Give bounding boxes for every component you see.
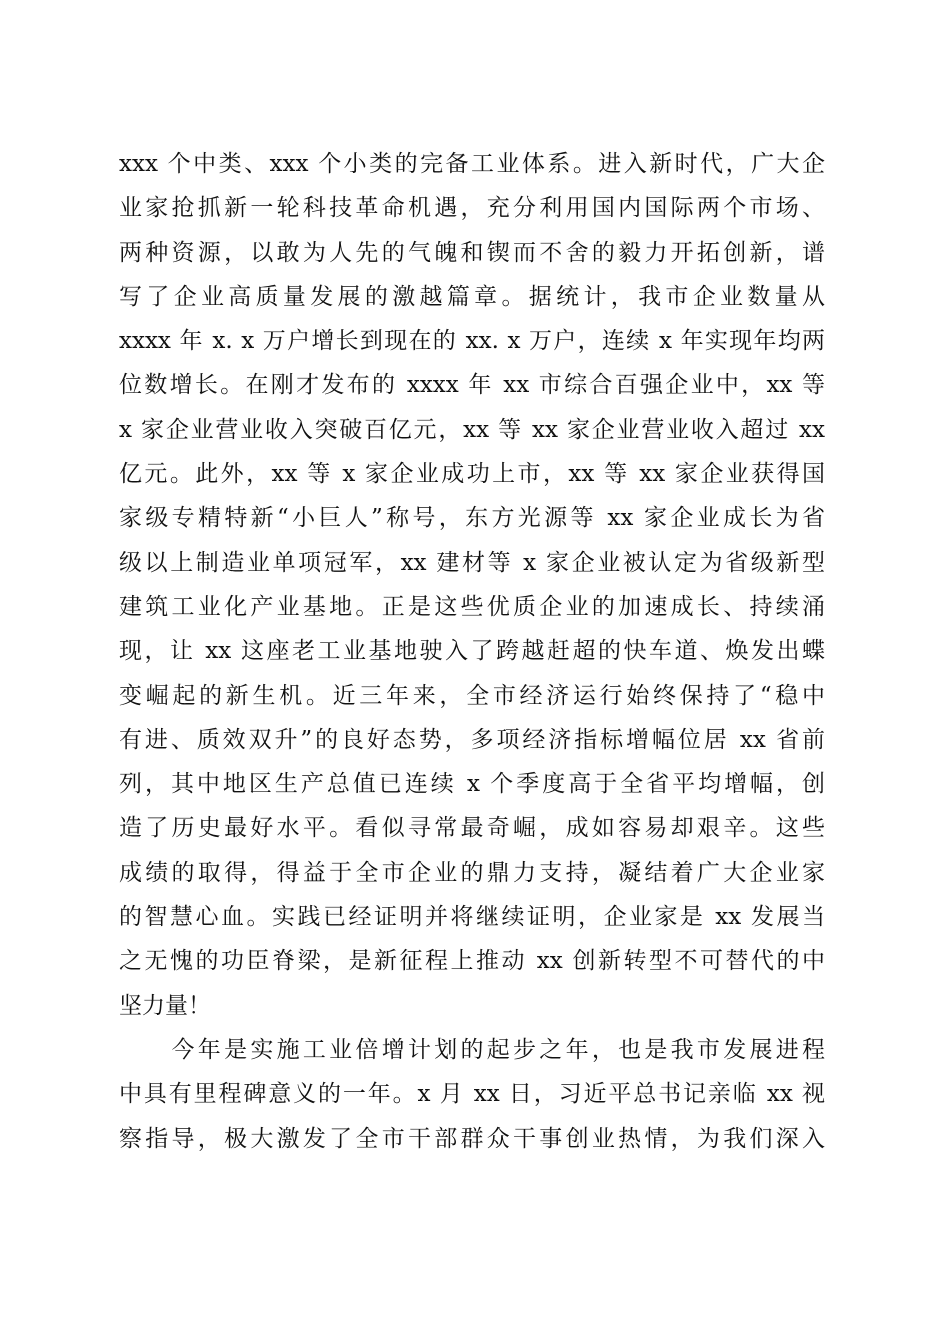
text-line: 察指导，极大激发了全市干部群众干事创业热情，为我们深入 [119, 1125, 825, 1152]
text-line: x 家企业营业收入突破百亿元，xx 等 xx 家企业营业收入超过 xx [119, 416, 825, 443]
text-line: 亿元。此外，xx 等 x 家企业成功上市，xx 等 xx 家企业获得国 [119, 461, 825, 488]
text-line: 两种资源，以敢为人先的气魄和锲而不舍的毅力开拓创新，谱 [119, 239, 825, 266]
text-line: 造了历史最好水平。看似寻常最奇崛，成如容易却艰辛。这些 [119, 815, 825, 842]
text-line: 级以上制造业单项冠军，xx 建材等 x 家企业被认定为省级新型 [119, 549, 825, 576]
text-line: xxx 个中类、xxx 个小类的完备工业体系。进入新时代，广大企 [119, 151, 825, 177]
text-line: 成绩的取得，得益于全市企业的鼎力支持，凝结着广大企业家 [119, 859, 825, 886]
body-text [119, 142, 825, 1161]
text-line: 列，其中地区生产总值已连续 x 个季度高于全省平均增幅，创 [119, 771, 825, 798]
text-line: xxxx 年 x. x 万户增长到现在的 xx. x 万户，连续 x 年实现年均两 [119, 328, 825, 355]
text-line: 变崛起的新生机。近三年来，全市经济运行始终保持了“稳中 [119, 682, 825, 709]
text-line: 业家抢抓新一轮科技革命机遇，充分利用国内国际两个市场、 [119, 195, 825, 222]
text-line: 今年是实施工业倍增计划的起步之年，也是我市发展进程 [119, 1036, 825, 1063]
text-line: 中具有里程碑意义的一年。x 月 xx 日，习近平总书记亲临 xx 视 [119, 1081, 825, 1108]
text-line: 家级专精特新“小巨人”称号，东方光源等 xx 家企业成长为省 [119, 505, 825, 532]
text-line: 有进、质效双升”的良好态势，多项经济指标增幅位居 xx 省前 [119, 726, 825, 753]
text-line: 之无愧的功臣脊梁，是新征程上推动 xx 创新转型不可替代的中 [119, 948, 825, 975]
text-line: 写了企业高质量发展的激越篇章。据统计，我市企业数量从 [119, 283, 825, 310]
text-line: 现，让 xx 这座老工业基地驶入了跨越赶超的快车道、焕发出蝶 [119, 638, 825, 665]
text-line: 位数增长。在刚才发布的 xxxx 年 xx 市综合百强企业中，xx 等 [119, 372, 825, 399]
paragraph-end-line: 坚力量！ [119, 992, 211, 1019]
text-line: 建筑工业化产业基地。正是这些优质企业的加速成长、持续涌 [119, 593, 825, 620]
text-line: 的智慧心血。实践已经证明并将继续证明，企业家是 xx 发展当 [119, 904, 825, 931]
